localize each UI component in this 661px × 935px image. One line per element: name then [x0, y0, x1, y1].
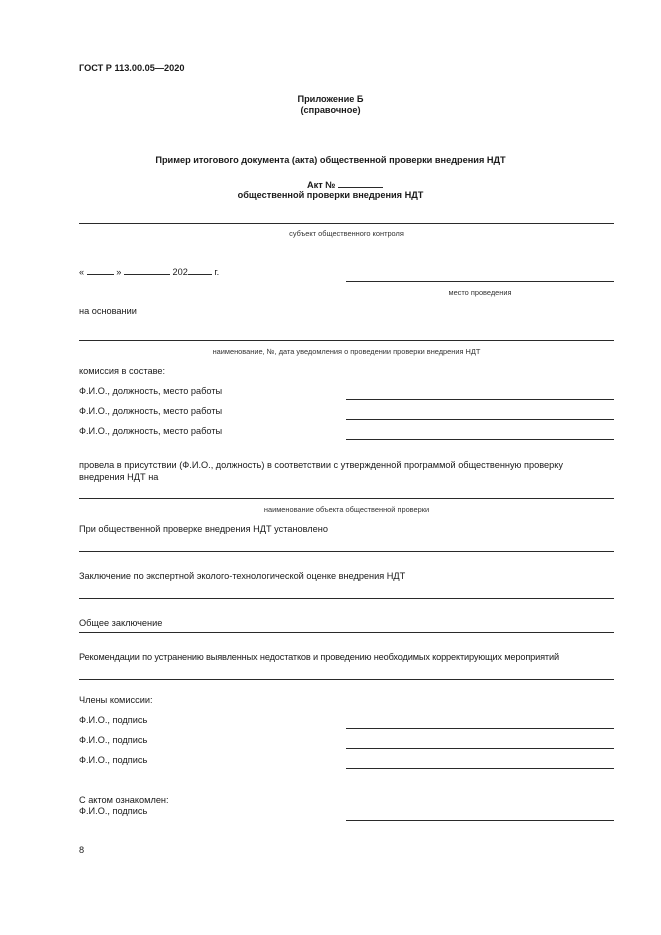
- place-caption: место проведения: [448, 288, 512, 297]
- member-signature-3: Ф.И.О., подпись: [79, 755, 148, 765]
- object-line[interactable]: [79, 498, 614, 499]
- page-number: 8: [79, 845, 85, 855]
- subject-caption: субъект общественного контроля: [289, 229, 404, 238]
- general-line[interactable]: [79, 632, 614, 633]
- date-field: [79, 266, 219, 278]
- appendix-title: Приложение Б: [297, 94, 364, 104]
- standard-number: ГОСТ Р 113.00.05—2020: [79, 63, 185, 73]
- expert-line[interactable]: [79, 598, 614, 599]
- appendix-subtitle: (справочное): [300, 105, 361, 115]
- presence-text-line-1: провела в присутствии (Ф.И.О., должность) в соответствии с утвержденной программой общественную проверку: [79, 460, 563, 470]
- member-signature-1: Ф.И.О., подпись: [79, 715, 148, 725]
- commission-member-3: Ф.И.О., должность, место работы: [79, 426, 223, 436]
- acquainted-signature-line[interactable]: [346, 820, 614, 821]
- basis-line[interactable]: [79, 340, 614, 341]
- commission-member-1: Ф.И.О., должность, место работы: [79, 386, 223, 396]
- member-signature-2-line[interactable]: [346, 748, 614, 749]
- date-close-quote: »: [116, 267, 122, 277]
- acquainted-label: С актом ознакомлен:: [79, 795, 169, 805]
- commission-member-1-line[interactable]: [346, 399, 614, 400]
- general-label: Общее заключение: [79, 618, 163, 628]
- acquainted-signature: Ф.И.О., подпись: [79, 806, 148, 816]
- member-signature-3-line[interactable]: [346, 768, 614, 769]
- subject-line[interactable]: [79, 223, 614, 224]
- expert-label: Заключение по экспертной эколого-технологической оценке внедрения НДТ: [79, 571, 406, 581]
- basis-caption: наименование, №, дата уведомления о проведении проверки внедрения НДТ: [212, 347, 481, 356]
- established-label: При общественной проверке внедрения НДТ установлено: [79, 524, 328, 534]
- established-line[interactable]: [79, 551, 614, 552]
- place-line[interactable]: [346, 281, 614, 282]
- date-year-suffix: г.: [214, 267, 220, 277]
- commission-member-3-line[interactable]: [346, 439, 614, 440]
- date-open-quote: «: [79, 267, 85, 277]
- document-heading: Пример итогового документа (акта) общественной проверки внедрения НДТ: [155, 155, 506, 165]
- date-day-field[interactable]: [87, 266, 114, 275]
- presence-text-line-2: внедрения НДТ на: [79, 472, 159, 482]
- basis-label: на основании: [79, 306, 137, 316]
- members-label: Члены комиссии:: [79, 695, 153, 705]
- date-year-prefix: 202: [172, 267, 188, 277]
- date-month-field[interactable]: [124, 266, 170, 275]
- object-caption: наименование объекта общественной проверки: [263, 505, 430, 514]
- commission-member-2-line[interactable]: [346, 419, 614, 420]
- recommendations-line[interactable]: [79, 679, 614, 680]
- date-year-field[interactable]: [188, 266, 212, 275]
- act-subtitle: общественной проверки внедрения НДТ: [237, 190, 424, 200]
- commission-member-2: Ф.И.О., должность, место работы: [79, 406, 223, 416]
- act-number-field[interactable]: [338, 179, 383, 188]
- commission-label: комиссия в составе:: [79, 366, 166, 376]
- member-signature-1-line[interactable]: [346, 728, 614, 729]
- act-number-label: Акт №: [307, 180, 336, 190]
- member-signature-2: Ф.И.О., подпись: [79, 735, 148, 745]
- recommendations-label: Рекомендации по устранению выявленных недостатков и проведению необходимых корректирующих мероприятий: [79, 652, 559, 662]
